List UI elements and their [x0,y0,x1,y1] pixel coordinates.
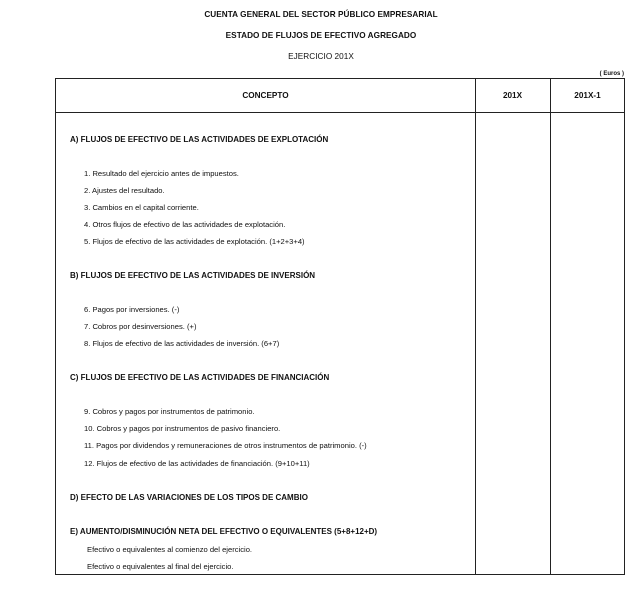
list-item: 10. Cobros y pagos por instrumentos de pasivo financiero. [84,424,281,433]
document-title: CUENTA GENERAL DEL SECTOR PÚBLICO EMPRESARIAL [204,10,438,19]
list-item: 3. Cambios en el capital corriente. [84,203,199,212]
cash-flow-table [55,78,625,575]
section-a-title: A) FLUJOS DE EFECTIVO DE LAS ACTIVIDADES DE EXPLOTACIÓN [70,135,329,144]
units-label: ( Euros ) [599,71,624,77]
column-header-201x-1: 201X-1 [574,91,601,100]
list-item: 11. Pagos por dividendos y remuneraciones de otros instrumentos de patrimonio. (-) [84,441,367,450]
list-item: 9. Cobros y pagos por instrumentos de patrimonio. [84,407,255,416]
list-item: Efectivo o equivalentes al comienzo del ejercicio. [87,545,253,554]
section-c-title: C) FLUJOS DE EFECTIVO DE LAS ACTIVIDADES DE FINANCIACIÓN [70,373,330,382]
list-item: 5. Flujos de efectivo de las actividades de explotación. (1+2+3+4) [84,237,305,246]
list-item: 12. Flujos de efectivo de las actividades de financiación. (9+10+11) [84,459,310,468]
document-subtitle: ESTADO DE FLUJOS DE EFECTIVO AGREGADO [225,31,417,40]
section-e-title: E) AUMENTO/DISMINUCIÓN NETA DEL EFECTIVO O EQUIVALENTES (5+8+12+D) [70,527,378,536]
list-item: 4. Otros flujos de efectivo de las actividades de explotación. [84,220,286,229]
list-item: 8. Flujos de efectivo de las actividades de inversión. (6+7) [84,339,280,348]
list-item: 7. Cobros por desinversiones. (+) [84,322,197,331]
list-item: 1. Resultado del ejercicio antes de impuestos. [84,169,239,178]
list-item: 2. Ajustes del resultado. [84,186,165,195]
section-b-title: B) FLUJOS DE EFECTIVO DE LAS ACTIVIDADES DE INVERSIÓN [70,271,316,280]
column-header-201x: 201X [502,91,523,100]
column-divider-201x [475,79,476,574]
column-divider-201x-1 [550,79,551,574]
exercise-label: EJERCICIO 201X [288,52,354,61]
list-item: Efectivo o equivalentes al final del ejercicio. [87,562,234,571]
column-header-concepto: CONCEPTO [242,91,289,100]
header-divider [56,112,624,113]
list-item: 6. Pagos por inversiones. (-) [84,305,180,314]
section-d-title: D) EFECTO DE LAS VARIACIONES DE LOS TIPOS DE CAMBIO [70,493,308,502]
